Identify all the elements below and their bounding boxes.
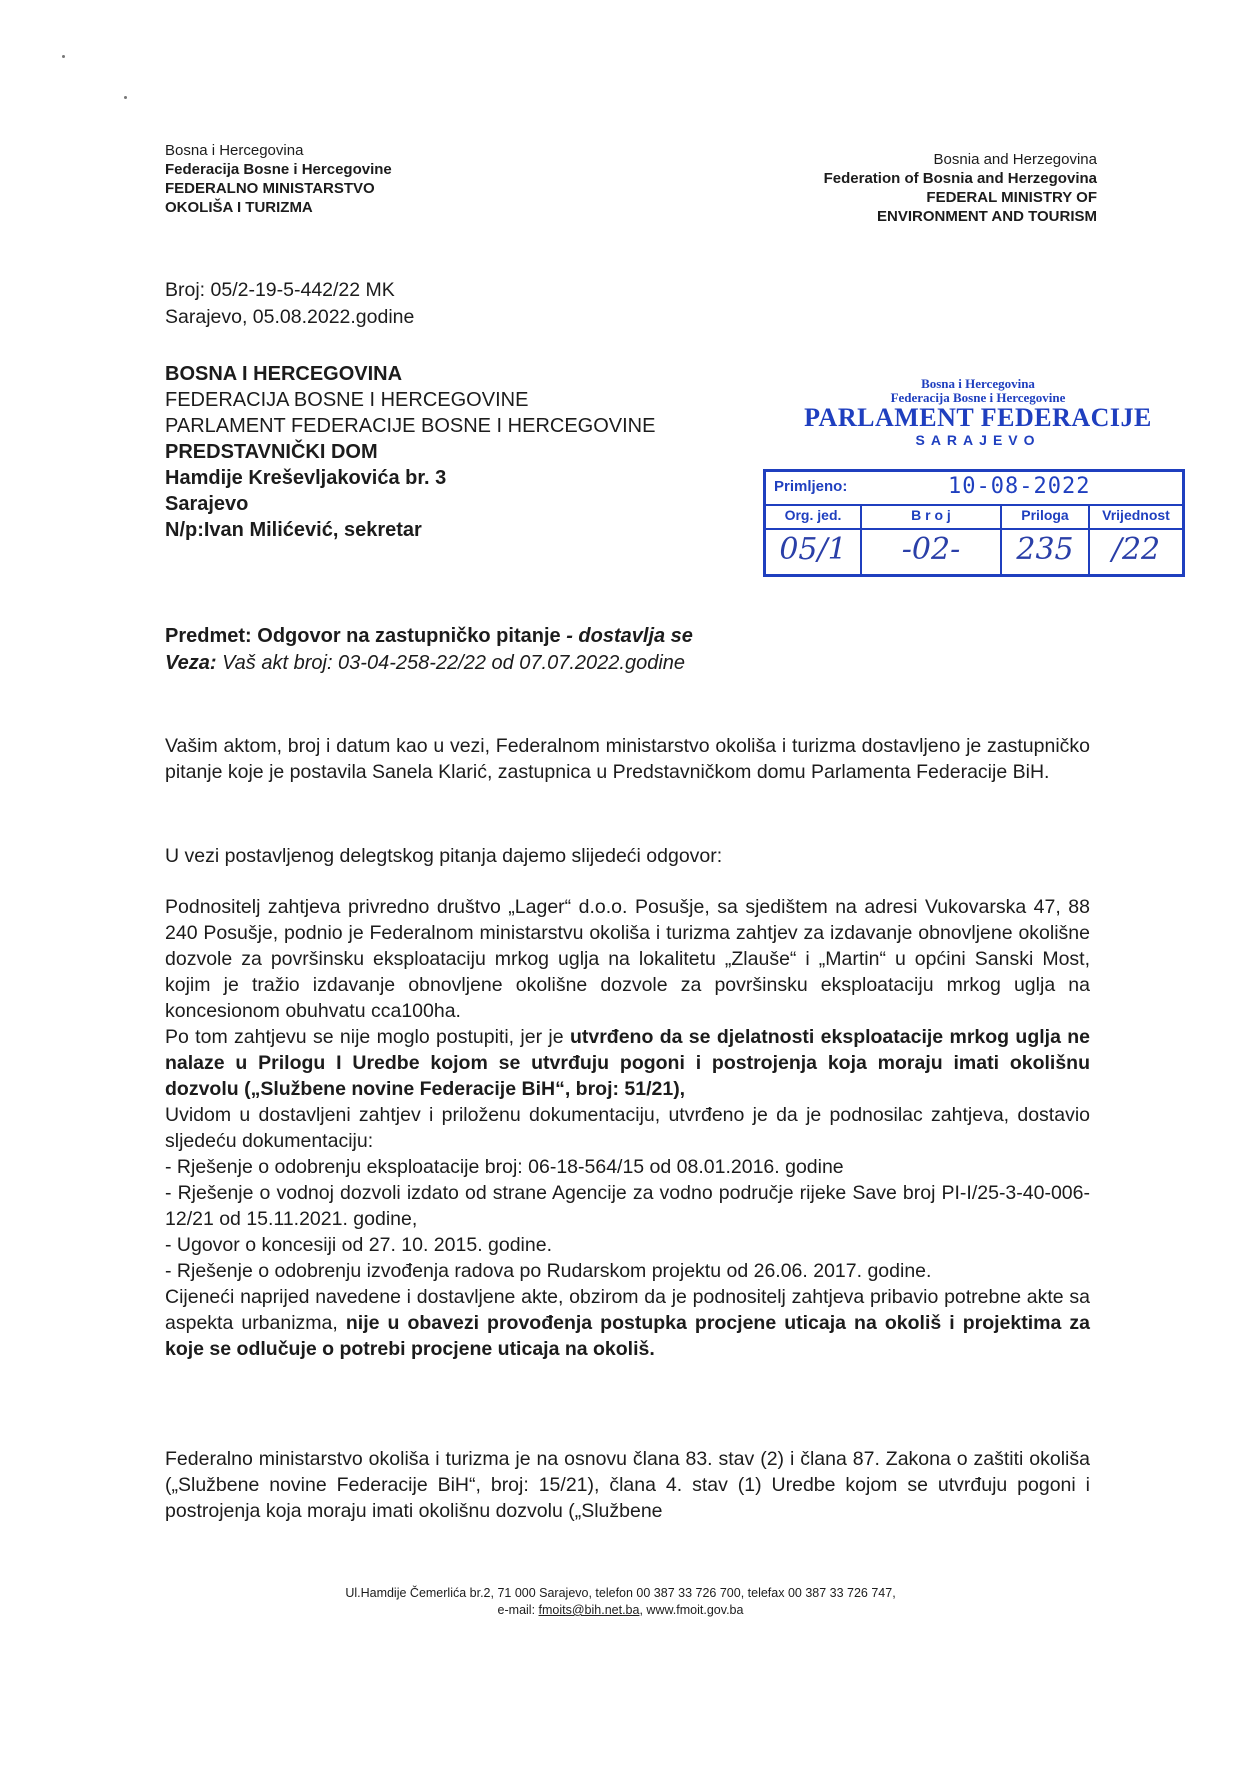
letterhead-ministry: FEDERALNO MINISTARSTVO	[165, 180, 375, 197]
stamp-value-row	[766, 528, 1182, 574]
link-label: Veza:	[165, 652, 217, 674]
recipient-city: Sarajevo	[165, 493, 249, 515]
paragraph-documents: Uvidom u dostavljeni zahtjev i priloženu dokumentaciju, utvrđeno je da je podnosilac zahtjeva, dostavio sljedeću dokumentaciju:	[165, 1104, 1090, 1152]
list-item: - Rješenje o odobrenju eksploatacije broj: 06-18-564/15 od 08.01.2016. godine	[165, 1156, 844, 1178]
reference-number: Broj: 05/2-19-5-442/22 MK	[165, 279, 395, 301]
list-item: - Rješenje o odobrenju izvođenja radova po Rudarskom projektu od 26.06. 2017. godine.	[165, 1260, 932, 1282]
paragraph	[165, 843, 1090, 869]
subject-text: Odgovor na zastupničko pitanje	[257, 625, 561, 647]
stamp-register-box	[763, 469, 1185, 577]
stamp-col-attachments: Priloga	[1021, 507, 1069, 523]
stamp-col-org: Org. jed.	[784, 507, 842, 523]
stamp-val-value: /22	[1111, 532, 1161, 567]
received-stamp	[763, 376, 1193, 567]
recipient-attention: N/p:Ivan Milićević, sekretar	[165, 519, 422, 541]
stamp-entity: Federacija Bosne i Hercegovine	[890, 390, 1066, 405]
document-reference	[165, 277, 414, 331]
letterhead-country-en: Bosnia and Herzegovina	[933, 151, 1097, 168]
stamp-received-date: 10-08-2022	[948, 474, 1091, 499]
stamp-val-attachments: 235	[1016, 532, 1074, 567]
paragraph	[165, 1446, 1090, 1524]
stamp-city: SARAJEVO	[915, 432, 1041, 448]
stamp-title: PARLAMENT FEDERACIJE	[804, 403, 1152, 432]
stamp-received-row	[766, 472, 1182, 506]
paragraph-intro: Vašim aktom, broj i datum kao u vezi, Federalnom ministarstvo okoliša i turizma dostavljeno je zastupničko pitanje koje je postavila Sanela Klarić, zastupnica u Predstavničkom domu Parlamenta Federacije BiH.	[165, 735, 1090, 783]
letterhead-ministry-en-2: ENVIRONMENT AND TOURISM	[876, 208, 1097, 225]
letterhead-right	[824, 150, 1097, 226]
paragraph-finding	[165, 1024, 1090, 1102]
footer-email-link[interactable]: fmoits@bih.net.ba	[538, 1603, 640, 1617]
scan-speck	[124, 96, 127, 99]
footer-web: , www.fmoit.gov.ba	[639, 1603, 744, 1617]
paragraph-answer-intro: U vezi postavljenog delegtskog pitanja dajemo slijedeći odgovor:	[165, 845, 723, 867]
letterhead-country: Bosna i Hercegovina	[165, 142, 304, 159]
paragraph-finding-text: Po tom zahtjevu se nije moglo postupiti, jer je	[165, 1026, 570, 1048]
paragraph-legal-basis: Federalno ministarstvo okoliša i turizma je na osnovu člana 83. stav (2) i člana 87. Zakona o zaštiti okoliša („Službene novine Federacije BiH“, broj: 15/21), člana 4. stav (1) Uredbe kojom se utvrđuju pogoni i postrojenja koja moraju imati okolišnu dozvolu („Službene	[165, 1448, 1090, 1522]
paragraph-request: Podnositelj zahtjeva privredno društvo „Lager“ d.o.o. Posušje, sa sjedištem na adresi Vukovarska 47, 88 240 Posušje, podnio je Federalnom ministarstvu okoliša i turizma zahtjev za izdavanje obnovljene okolišne dozvole za površinsku eksploataciju mrkog uglja na lokalitetu „Zlauše“ i „Martin“ u općini Sanski Most, kojim je tražio izdavanje obnovljene okolišne dozvole za površinsku eksploataciju mrkog uglja na koncesionom obuhvatu cca100ha.	[165, 896, 1090, 1022]
link-text: Vaš akt broj: 03-04-258-22/22 od 07.07.2022.godine	[222, 652, 686, 674]
stamp-col-value: Vrijednost	[1102, 507, 1170, 523]
paragraph-block	[165, 894, 1090, 1362]
subject-label: Predmet:	[165, 625, 252, 647]
scan-speck	[62, 55, 65, 58]
footer-address: Ul.Hamdije Čemerlića br.2, 71 000 Sarajevo, telefon 00 387 33 726 700, telefax 00 387 33 726 747,	[345, 1586, 896, 1600]
subject-block	[165, 623, 693, 677]
letterhead-ministry-en: FEDERAL MINISTRY OF	[926, 189, 1097, 206]
stamp-val-org: 05/1	[779, 532, 847, 567]
paragraph-conclusion-text: Cijeneći naprijed navedene i dostavljene akte, obzirom da je podnositelj zahtjeva pribavio potrebne akte sa aspekta urbanizma,	[165, 1286, 1090, 1334]
recipient-line: FEDERACIJA BOSNE I HERCEGOVINE	[165, 389, 529, 411]
recipient-line: BOSNA I HERCEGOVINA	[165, 363, 403, 385]
list-item: - Ugovor o koncesiji od 27. 10. 2015. godine.	[165, 1234, 553, 1256]
stamp-country: Bosna i Hercegovina	[921, 376, 1035, 391]
footer-email-label: e-mail:	[497, 1603, 539, 1617]
recipient-address: Hamdije Kreševljakovića br. 3	[165, 467, 447, 489]
paragraph	[165, 733, 1090, 785]
stamp-val-number: -02-	[901, 532, 961, 567]
paragraph-conclusion	[165, 1284, 1090, 1362]
paragraph-finding-bold: utvrđeno da se djelatnosti eksploatacije mrkog uglja ne nalaze u Prilogu I Uredbe kojom se utvrđuju pogoni i postrojenja koja moraju imati okolišnu dozvolu („Službene novine Federacije BiH“, broj: 51/21),	[165, 1026, 1091, 1100]
stamp-received-label: Primljeno:	[774, 478, 848, 495]
letterhead-left	[165, 141, 392, 217]
paragraph-conclusion-bold: nije u obavezi provođenja postupka procjene uticaja na okoliš i projektima za koje se odlučuje o potrebi procjene uticaja na okoliš.	[165, 1312, 1090, 1360]
list-item: - Rješenje o vodnoj dozvoli izdato od strane Agencije za vodno područje rijeke Save broj PI-I/25-3-40-006-12/21 od 15.11.2021. godine,	[165, 1182, 1090, 1230]
footer	[0, 1585, 1241, 1619]
stamp-header-row	[766, 504, 1182, 530]
recipient-line: PREDSTAVNIČKI DOM	[165, 441, 378, 463]
letterhead-entity-en: Federation of Bosnia and Herzegovina	[823, 170, 1097, 187]
recipient-block	[165, 361, 655, 543]
letterhead-entity: Federacija Bosne i Hercegovine	[165, 161, 392, 178]
letterhead-ministry-2: OKOLIŠA I TURIZMA	[165, 199, 313, 216]
subject-suffix: - dostavlja se	[566, 625, 693, 647]
recipient-line: PARLAMENT FEDERACIJE BOSNE I HERCEGOVINE	[165, 415, 656, 437]
stamp-col-number: B r o j	[911, 507, 951, 523]
reference-place-date: Sarajevo, 05.08.2022.godine	[165, 306, 415, 328]
